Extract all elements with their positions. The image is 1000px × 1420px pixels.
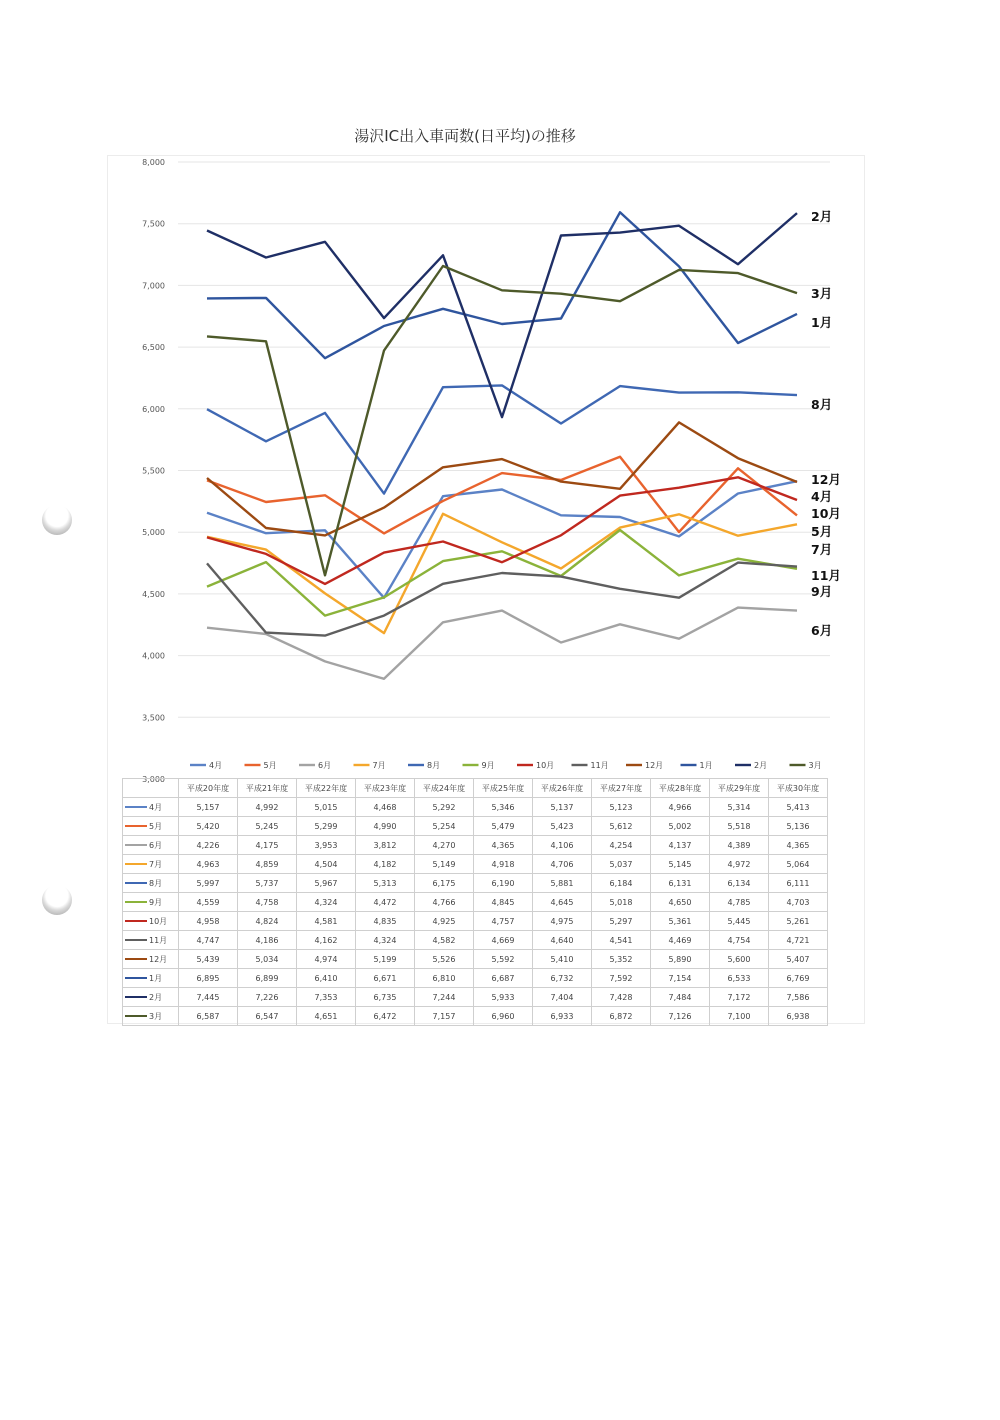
row-header bbox=[123, 1007, 179, 1026]
table-cell: 5,600 bbox=[710, 950, 769, 969]
column-header: 平成29年度 bbox=[710, 779, 769, 798]
table-cell: 4,990 bbox=[356, 817, 415, 836]
table-cell: 5,410 bbox=[533, 950, 592, 969]
table-cell: 4,640 bbox=[533, 931, 592, 950]
legend-label-12月: 12月 bbox=[645, 761, 664, 770]
row-header bbox=[123, 912, 179, 931]
row-swatch bbox=[125, 920, 147, 923]
table-cell: 5,018 bbox=[592, 893, 651, 912]
table-cell: 4,581 bbox=[297, 912, 356, 931]
table-cell: 5,245 bbox=[238, 817, 297, 836]
table-cell: 3,812 bbox=[356, 836, 415, 855]
table-cell: 6,687 bbox=[474, 969, 533, 988]
table-cell: 5,890 bbox=[651, 950, 710, 969]
table-cell: 4,958 bbox=[179, 912, 238, 931]
table-cell: 7,126 bbox=[651, 1007, 710, 1026]
table-cell: 4,504 bbox=[297, 855, 356, 874]
chart-title: 湯沢IC出入車両数(日平均)の推移 bbox=[354, 127, 576, 145]
y-tick-label: 6,500 bbox=[142, 343, 165, 353]
table-cell: 4,324 bbox=[297, 893, 356, 912]
table-cell: 4,747 bbox=[179, 931, 238, 950]
table-cell: 5,518 bbox=[710, 817, 769, 836]
table-cell: 7,244 bbox=[415, 988, 474, 1007]
table-cell: 5,149 bbox=[415, 855, 474, 874]
table-cell: 5,439 bbox=[179, 950, 238, 969]
table-cell: 7,226 bbox=[238, 988, 297, 1007]
y-tick-label: 4,000 bbox=[142, 651, 165, 661]
table-cell: 4,859 bbox=[238, 855, 297, 874]
row-label: 8月 bbox=[149, 878, 163, 888]
table-cell: 4,186 bbox=[238, 931, 297, 950]
table-cell: 4,758 bbox=[238, 893, 297, 912]
table-cell: 7,100 bbox=[710, 1007, 769, 1026]
row-header bbox=[123, 893, 179, 912]
table-cell: 4,835 bbox=[356, 912, 415, 931]
table-cell: 4,175 bbox=[238, 836, 297, 855]
series-line-11月 bbox=[207, 563, 797, 636]
row-header bbox=[123, 798, 179, 817]
legend-label-10月: 10月 bbox=[536, 761, 555, 770]
data-table bbox=[122, 778, 828, 1026]
table-cell: 5,313 bbox=[356, 874, 415, 893]
table-cell: 5,261 bbox=[769, 912, 828, 931]
table-cell: 4,469 bbox=[651, 931, 710, 950]
table-cell: 5,002 bbox=[651, 817, 710, 836]
table-cell: 6,134 bbox=[710, 874, 769, 893]
table-cell: 4,824 bbox=[238, 912, 297, 931]
column-header: 平成26年度 bbox=[533, 779, 592, 798]
table-cell: 5,445 bbox=[710, 912, 769, 931]
table-cell: 4,785 bbox=[710, 893, 769, 912]
legend-label-2月: 2月 bbox=[754, 761, 768, 770]
end-label-6月: 6月 bbox=[811, 623, 833, 638]
y-tick-label: 8,000 bbox=[142, 158, 165, 167]
table-cell: 4,582 bbox=[415, 931, 474, 950]
table-cell: 4,254 bbox=[592, 836, 651, 855]
table-cell: 6,533 bbox=[710, 969, 769, 988]
row-header bbox=[123, 931, 179, 950]
table-cell: 5,997 bbox=[179, 874, 238, 893]
end-label-4月: 4月 bbox=[811, 489, 833, 504]
end-label-2月: 2月 bbox=[811, 209, 833, 224]
table-cell: 5,145 bbox=[651, 855, 710, 874]
row-header bbox=[123, 836, 179, 855]
table-cell: 4,365 bbox=[474, 836, 533, 855]
table-cell: 5,612 bbox=[592, 817, 651, 836]
table-cell: 5,297 bbox=[592, 912, 651, 931]
row-swatch bbox=[125, 977, 147, 980]
row-header bbox=[123, 855, 179, 874]
table-cell: 4,226 bbox=[179, 836, 238, 855]
end-label-5月: 5月 bbox=[811, 524, 833, 539]
table-cell: 7,353 bbox=[297, 988, 356, 1007]
y-tick-label: 5,000 bbox=[142, 528, 165, 538]
y-tick-label: 7,000 bbox=[142, 281, 165, 291]
table-cell: 4,559 bbox=[179, 893, 238, 912]
end-label-10月: 10月 bbox=[811, 506, 841, 521]
table-cell: 5,526 bbox=[415, 950, 474, 969]
table-row bbox=[123, 912, 828, 931]
table-cell: 5,064 bbox=[769, 855, 828, 874]
table-cell: 6,410 bbox=[297, 969, 356, 988]
row-header bbox=[123, 969, 179, 988]
table-cell: 5,479 bbox=[474, 817, 533, 836]
table-header-row bbox=[123, 779, 828, 798]
table-cell: 5,420 bbox=[179, 817, 238, 836]
table-row bbox=[123, 950, 828, 969]
table-cell: 5,933 bbox=[474, 988, 533, 1007]
y-tick-label: 3,500 bbox=[142, 713, 165, 723]
row-swatch bbox=[125, 939, 147, 942]
row-label: 2月 bbox=[149, 992, 163, 1002]
row-swatch bbox=[125, 863, 147, 866]
row-header bbox=[123, 988, 179, 1007]
table-row bbox=[123, 874, 828, 893]
end-label-8月: 8月 bbox=[811, 397, 833, 412]
series-line-3月 bbox=[207, 266, 797, 575]
table-cell: 4,925 bbox=[415, 912, 474, 931]
table-cell: 6,547 bbox=[238, 1007, 297, 1026]
y-tick-label: 5,500 bbox=[142, 466, 165, 476]
table-cell: 4,389 bbox=[710, 836, 769, 855]
row-swatch bbox=[125, 958, 147, 961]
table-row bbox=[123, 798, 828, 817]
column-header: 平成30年度 bbox=[769, 779, 828, 798]
row-label: 7月 bbox=[149, 859, 163, 869]
table-cell: 4,472 bbox=[356, 893, 415, 912]
column-header: 平成24年度 bbox=[415, 779, 474, 798]
end-label-9月: 9月 bbox=[811, 584, 833, 599]
series-line-6月 bbox=[207, 608, 797, 679]
table-cell: 5,967 bbox=[297, 874, 356, 893]
table-cell: 4,706 bbox=[533, 855, 592, 874]
table-cell: 5,037 bbox=[592, 855, 651, 874]
row-header bbox=[123, 950, 179, 969]
table-cell: 4,975 bbox=[533, 912, 592, 931]
row-swatch bbox=[125, 806, 147, 809]
table-cell: 6,899 bbox=[238, 969, 297, 988]
table-cell: 5,361 bbox=[651, 912, 710, 931]
table-cell: 4,918 bbox=[474, 855, 533, 874]
column-header: 平成22年度 bbox=[297, 779, 356, 798]
table-cell: 4,757 bbox=[474, 912, 533, 931]
row-label: 12月 bbox=[149, 954, 168, 964]
table-cell: 4,963 bbox=[179, 855, 238, 874]
table-cell: 4,721 bbox=[769, 931, 828, 950]
table-cell: 5,346 bbox=[474, 798, 533, 817]
end-label-1月: 1月 bbox=[811, 315, 833, 330]
table-row bbox=[123, 969, 828, 988]
row-swatch bbox=[125, 882, 147, 885]
row-label: 4月 bbox=[149, 802, 163, 812]
row-label: 10月 bbox=[149, 916, 168, 926]
table-cell: 6,933 bbox=[533, 1007, 592, 1026]
table-cell: 3,953 bbox=[297, 836, 356, 855]
table-cell: 4,541 bbox=[592, 931, 651, 950]
row-label: 6月 bbox=[149, 840, 163, 850]
legend-label-7月: 7月 bbox=[372, 761, 386, 770]
table-row bbox=[123, 836, 828, 855]
table-cell: 4,106 bbox=[533, 836, 592, 855]
table-cell: 7,172 bbox=[710, 988, 769, 1007]
row-swatch bbox=[125, 901, 147, 904]
table-cell: 7,404 bbox=[533, 988, 592, 1007]
table-row bbox=[123, 988, 828, 1007]
table-cell: 4,651 bbox=[297, 1007, 356, 1026]
legend-label-8月: 8月 bbox=[427, 761, 441, 770]
table-cell: 5,254 bbox=[415, 817, 474, 836]
table-cell: 6,472 bbox=[356, 1007, 415, 1026]
table-corner bbox=[123, 779, 179, 798]
table-cell: 7,154 bbox=[651, 969, 710, 988]
column-header: 平成20年度 bbox=[179, 779, 238, 798]
table-cell: 6,184 bbox=[592, 874, 651, 893]
legend-label-3月: 3月 bbox=[808, 761, 822, 770]
table-cell: 6,735 bbox=[356, 988, 415, 1007]
table-cell: 5,157 bbox=[179, 798, 238, 817]
table-cell: 4,182 bbox=[356, 855, 415, 874]
legend-label-11月: 11月 bbox=[590, 761, 609, 770]
table-cell: 4,754 bbox=[710, 931, 769, 950]
table-cell: 5,299 bbox=[297, 817, 356, 836]
table-cell: 6,960 bbox=[474, 1007, 533, 1026]
table-cell: 4,845 bbox=[474, 893, 533, 912]
table-cell: 7,428 bbox=[592, 988, 651, 1007]
table-cell: 4,650 bbox=[651, 893, 710, 912]
table-cell: 7,445 bbox=[179, 988, 238, 1007]
table-cell: 6,175 bbox=[415, 874, 474, 893]
table-row bbox=[123, 931, 828, 950]
table-cell: 4,669 bbox=[474, 931, 533, 950]
table-cell: 7,586 bbox=[769, 988, 828, 1007]
legend-label-1月: 1月 bbox=[699, 761, 713, 770]
end-label-3月: 3月 bbox=[811, 286, 833, 301]
table-cell: 5,199 bbox=[356, 950, 415, 969]
table-cell: 5,034 bbox=[238, 950, 297, 969]
legend-label-4月: 4月 bbox=[209, 761, 223, 770]
table-cell: 4,324 bbox=[356, 931, 415, 950]
table-cell: 7,592 bbox=[592, 969, 651, 988]
table-row bbox=[123, 1007, 828, 1026]
table-row bbox=[123, 855, 828, 874]
table-cell: 5,407 bbox=[769, 950, 828, 969]
row-swatch bbox=[125, 1015, 147, 1018]
column-header: 平成28年度 bbox=[651, 779, 710, 798]
row-label: 11月 bbox=[149, 935, 168, 945]
y-tick-label: 4,500 bbox=[142, 589, 165, 599]
table-cell: 6,111 bbox=[769, 874, 828, 893]
y-tick-label: 6,000 bbox=[142, 404, 165, 414]
table-cell: 4,645 bbox=[533, 893, 592, 912]
row-swatch bbox=[125, 844, 147, 847]
row-header bbox=[123, 874, 179, 893]
row-label: 1月 bbox=[149, 973, 163, 983]
end-label-12月: 12月 bbox=[811, 472, 841, 487]
column-header: 平成21年度 bbox=[238, 779, 297, 798]
end-label-11月: 11月 bbox=[811, 568, 841, 583]
table-cell: 6,587 bbox=[179, 1007, 238, 1026]
table-cell: 5,314 bbox=[710, 798, 769, 817]
table-cell: 4,766 bbox=[415, 893, 474, 912]
row-header bbox=[123, 817, 179, 836]
table-cell: 6,895 bbox=[179, 969, 238, 988]
row-swatch bbox=[125, 825, 147, 828]
table-cell: 5,292 bbox=[415, 798, 474, 817]
table-cell: 4,137 bbox=[651, 836, 710, 855]
table-cell: 5,413 bbox=[769, 798, 828, 817]
table-cell: 6,732 bbox=[533, 969, 592, 988]
table-cell: 6,190 bbox=[474, 874, 533, 893]
y-tick-label: 7,500 bbox=[142, 219, 165, 229]
table-cell: 4,162 bbox=[297, 931, 356, 950]
y-tick-label: 3,000 bbox=[142, 775, 165, 784]
series-line-5月 bbox=[207, 457, 797, 534]
table-cell: 4,972 bbox=[710, 855, 769, 874]
table-cell: 6,131 bbox=[651, 874, 710, 893]
table-cell: 6,872 bbox=[592, 1007, 651, 1026]
table-row bbox=[123, 893, 828, 912]
row-swatch bbox=[125, 996, 147, 999]
table-cell: 4,270 bbox=[415, 836, 474, 855]
table-cell: 4,703 bbox=[769, 893, 828, 912]
row-label: 9月 bbox=[149, 897, 163, 907]
table-cell: 6,810 bbox=[415, 969, 474, 988]
table-cell: 4,365 bbox=[769, 836, 828, 855]
legend-label-9月: 9月 bbox=[481, 761, 495, 770]
column-header: 平成27年度 bbox=[592, 779, 651, 798]
table-cell: 4,974 bbox=[297, 950, 356, 969]
table-cell: 5,352 bbox=[592, 950, 651, 969]
series-line-12月 bbox=[207, 422, 797, 535]
table-cell: 7,484 bbox=[651, 988, 710, 1007]
table-cell: 5,137 bbox=[533, 798, 592, 817]
column-header: 平成23年度 bbox=[356, 779, 415, 798]
table-cell: 5,592 bbox=[474, 950, 533, 969]
table-cell: 6,769 bbox=[769, 969, 828, 988]
table-cell: 5,423 bbox=[533, 817, 592, 836]
row-label: 3月 bbox=[149, 1011, 163, 1021]
legend-label-6月: 6月 bbox=[318, 761, 332, 770]
table-cell: 7,157 bbox=[415, 1007, 474, 1026]
table-cell: 5,737 bbox=[238, 874, 297, 893]
table-cell: 4,468 bbox=[356, 798, 415, 817]
table-cell: 5,136 bbox=[769, 817, 828, 836]
table-cell: 6,671 bbox=[356, 969, 415, 988]
row-label: 5月 bbox=[149, 821, 163, 831]
legend-label-5月: 5月 bbox=[263, 761, 277, 770]
table-cell: 4,966 bbox=[651, 798, 710, 817]
table-cell: 5,881 bbox=[533, 874, 592, 893]
table-cell: 4,992 bbox=[238, 798, 297, 817]
table-row bbox=[123, 817, 828, 836]
table-cell: 6,938 bbox=[769, 1007, 828, 1026]
table-cell: 5,015 bbox=[297, 798, 356, 817]
column-header: 平成25年度 bbox=[474, 779, 533, 798]
end-label-7月: 7月 bbox=[811, 542, 833, 557]
table-cell: 5,123 bbox=[592, 798, 651, 817]
